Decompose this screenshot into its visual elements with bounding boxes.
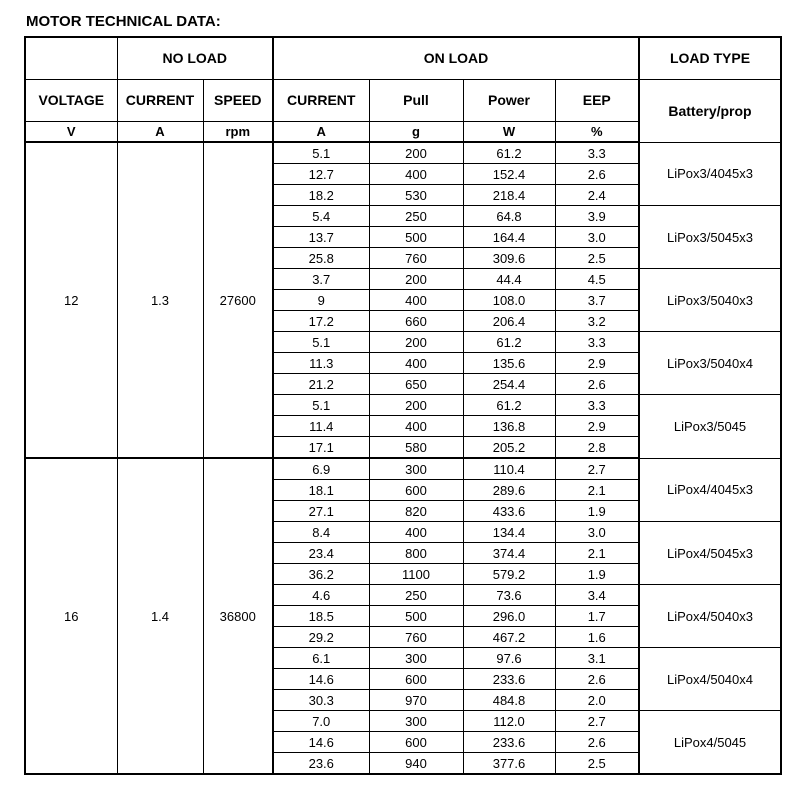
pull-cell: 530 (369, 185, 463, 206)
eep-cell: 2.9 (555, 416, 639, 437)
on-load-current-cell: 5.4 (273, 206, 369, 227)
no-load-current-cell: 1.4 (117, 458, 203, 774)
unit-power: W (463, 121, 555, 142)
on-load-current-cell: 17.2 (273, 311, 369, 332)
pull-cell: 200 (369, 395, 463, 416)
table-row (25, 458, 781, 480)
pull-cell: 300 (369, 648, 463, 669)
pull-cell: 200 (369, 269, 463, 290)
power-cell: 135.6 (463, 353, 555, 374)
eep-cell: 2.6 (555, 669, 639, 690)
power-cell: 579.2 (463, 564, 555, 585)
on-load-current-cell: 18.2 (273, 185, 369, 206)
power-cell: 296.0 (463, 606, 555, 627)
eep-cell: 3.3 (555, 332, 639, 353)
on-load-current-cell: 5.1 (273, 395, 369, 416)
power-cell: 374.4 (463, 543, 555, 564)
header-power: Power (463, 79, 555, 121)
pull-cell: 1100 (369, 564, 463, 585)
power-cell: 433.6 (463, 501, 555, 522)
power-cell: 254.4 (463, 374, 555, 395)
pull-cell: 400 (369, 522, 463, 543)
power-cell: 64.8 (463, 206, 555, 227)
unit-pull: g (369, 121, 463, 142)
load-type-cell: LiPox4/5045 (639, 711, 781, 775)
power-cell: 218.4 (463, 185, 555, 206)
eep-cell: 2.5 (555, 248, 639, 269)
on-load-current-cell: 5.1 (273, 142, 369, 164)
eep-cell: 3.9 (555, 206, 639, 227)
on-load-current-cell: 6.1 (273, 648, 369, 669)
header-load-type: LOAD TYPE (639, 37, 781, 79)
eep-cell: 2.9 (555, 353, 639, 374)
header-speed: SPEED (203, 79, 273, 121)
load-type-cell: LiPox4/5040x4 (639, 648, 781, 711)
pull-cell: 400 (369, 290, 463, 311)
pull-cell: 600 (369, 732, 463, 753)
on-load-current-cell: 18.5 (273, 606, 369, 627)
unit-no-load-current: A (117, 121, 203, 142)
eep-cell: 3.0 (555, 522, 639, 543)
pull-cell: 820 (369, 501, 463, 522)
pull-cell: 400 (369, 164, 463, 185)
eep-cell: 4.5 (555, 269, 639, 290)
pull-cell: 800 (369, 543, 463, 564)
power-cell: 97.6 (463, 648, 555, 669)
eep-cell: 1.9 (555, 501, 639, 522)
pull-cell: 400 (369, 416, 463, 437)
power-cell: 152.4 (463, 164, 555, 185)
pull-cell: 300 (369, 711, 463, 732)
power-cell: 206.4 (463, 311, 555, 332)
pull-cell: 200 (369, 332, 463, 353)
eep-cell: 3.3 (555, 395, 639, 416)
power-cell: 377.6 (463, 753, 555, 775)
no-load-current-cell: 1.3 (117, 142, 203, 458)
table-row (25, 142, 781, 164)
speed-cell: 36800 (203, 458, 273, 774)
on-load-current-cell: 23.6 (273, 753, 369, 775)
on-load-current-cell: 17.1 (273, 437, 369, 459)
unit-on-load-current: A (273, 121, 369, 142)
on-load-current-cell: 18.1 (273, 480, 369, 501)
on-load-current-cell: 36.2 (273, 564, 369, 585)
pull-cell: 970 (369, 690, 463, 711)
eep-cell: 3.3 (555, 142, 639, 164)
pull-cell: 500 (369, 227, 463, 248)
load-type-cell: LiPox4/5045x3 (639, 522, 781, 585)
power-cell: 164.4 (463, 227, 555, 248)
on-load-current-cell: 12.7 (273, 164, 369, 185)
power-cell: 289.6 (463, 480, 555, 501)
pull-cell: 600 (369, 669, 463, 690)
header-on-load-current: CURRENT (273, 79, 369, 121)
header-voltage: VOLTAGE (25, 79, 117, 121)
pull-cell: 250 (369, 585, 463, 606)
power-cell: 108.0 (463, 290, 555, 311)
page-title: MOTOR TECHNICAL DATA: (26, 13, 221, 30)
header-no-load-current: CURRENT (117, 79, 203, 121)
power-cell: 134.4 (463, 522, 555, 543)
eep-cell: 2.6 (555, 164, 639, 185)
eep-cell: 1.6 (555, 627, 639, 648)
eep-cell: 2.0 (555, 690, 639, 711)
on-load-current-cell: 29.2 (273, 627, 369, 648)
eep-cell: 3.2 (555, 311, 639, 332)
eep-cell: 2.1 (555, 480, 639, 501)
eep-cell: 2.5 (555, 753, 639, 775)
header-pull: Pull (369, 79, 463, 121)
eep-cell: 3.4 (555, 585, 639, 606)
pull-cell: 760 (369, 248, 463, 269)
voltage-cell: 16 (25, 458, 117, 774)
on-load-current-cell: 3.7 (273, 269, 369, 290)
power-cell: 233.6 (463, 732, 555, 753)
unit-speed: rpm (203, 121, 273, 142)
power-cell: 44.4 (463, 269, 555, 290)
power-cell: 467.2 (463, 627, 555, 648)
load-type-cell: LiPox4/4045x3 (639, 458, 781, 522)
on-load-current-cell: 21.2 (273, 374, 369, 395)
load-type-cell: LiPox4/5040x3 (639, 585, 781, 648)
load-type-cell: LiPox3/5040x3 (639, 269, 781, 332)
power-cell: 136.8 (463, 416, 555, 437)
on-load-current-cell: 7.0 (273, 711, 369, 732)
on-load-current-cell: 11.4 (273, 416, 369, 437)
power-cell: 61.2 (463, 395, 555, 416)
pull-cell: 650 (369, 374, 463, 395)
power-cell: 73.6 (463, 585, 555, 606)
header-no-load: NO LOAD (117, 37, 273, 79)
eep-cell: 1.9 (555, 564, 639, 585)
pull-cell: 760 (369, 627, 463, 648)
on-load-current-cell: 8.4 (273, 522, 369, 543)
on-load-current-cell: 4.6 (273, 585, 369, 606)
eep-cell: 2.8 (555, 437, 639, 459)
on-load-current-cell: 14.6 (273, 669, 369, 690)
load-type-cell: LiPox3/5045 (639, 395, 781, 459)
speed-cell: 27600 (203, 142, 273, 458)
on-load-current-cell: 6.9 (273, 458, 369, 480)
pull-cell: 400 (369, 353, 463, 374)
power-cell: 205.2 (463, 437, 555, 459)
pull-cell: 300 (369, 458, 463, 480)
header-blank (25, 37, 117, 79)
voltage-cell: 12 (25, 142, 117, 458)
power-cell: 309.6 (463, 248, 555, 269)
power-cell: 61.2 (463, 142, 555, 164)
eep-cell: 3.7 (555, 290, 639, 311)
eep-cell: 2.1 (555, 543, 639, 564)
on-load-current-cell: 13.7 (273, 227, 369, 248)
load-type-cell: LiPox3/5045x3 (639, 206, 781, 269)
power-cell: 61.2 (463, 332, 555, 353)
on-load-current-cell: 11.3 (273, 353, 369, 374)
on-load-current-cell: 9 (273, 290, 369, 311)
power-cell: 484.8 (463, 690, 555, 711)
eep-cell: 2.7 (555, 711, 639, 732)
power-cell: 233.6 (463, 669, 555, 690)
power-cell: 110.4 (463, 458, 555, 480)
eep-cell: 1.7 (555, 606, 639, 627)
unit-eep: % (555, 121, 639, 142)
pull-cell: 500 (369, 606, 463, 627)
eep-cell: 2.6 (555, 732, 639, 753)
motor-data-table (24, 36, 782, 775)
on-load-current-cell: 5.1 (273, 332, 369, 353)
pull-cell: 580 (369, 437, 463, 459)
eep-cell: 3.1 (555, 648, 639, 669)
on-load-current-cell: 14.6 (273, 732, 369, 753)
eep-cell: 2.6 (555, 374, 639, 395)
power-cell: 112.0 (463, 711, 555, 732)
on-load-current-cell: 25.8 (273, 248, 369, 269)
on-load-current-cell: 23.4 (273, 543, 369, 564)
header-eep: EEP (555, 79, 639, 121)
eep-cell: 3.0 (555, 227, 639, 248)
pull-cell: 940 (369, 753, 463, 775)
on-load-current-cell: 27.1 (273, 501, 369, 522)
pull-cell: 250 (369, 206, 463, 227)
eep-cell: 2.4 (555, 185, 639, 206)
pull-cell: 660 (369, 311, 463, 332)
on-load-current-cell: 30.3 (273, 690, 369, 711)
header-on-load: ON LOAD (273, 37, 639, 79)
unit-voltage: V (25, 121, 117, 142)
pull-cell: 600 (369, 480, 463, 501)
eep-cell: 2.7 (555, 458, 639, 480)
header-battery-prop: Battery/prop (639, 79, 781, 142)
pull-cell: 200 (369, 142, 463, 164)
load-type-cell: LiPox3/5040x4 (639, 332, 781, 395)
load-type-cell: LiPox3/4045x3 (639, 142, 781, 206)
